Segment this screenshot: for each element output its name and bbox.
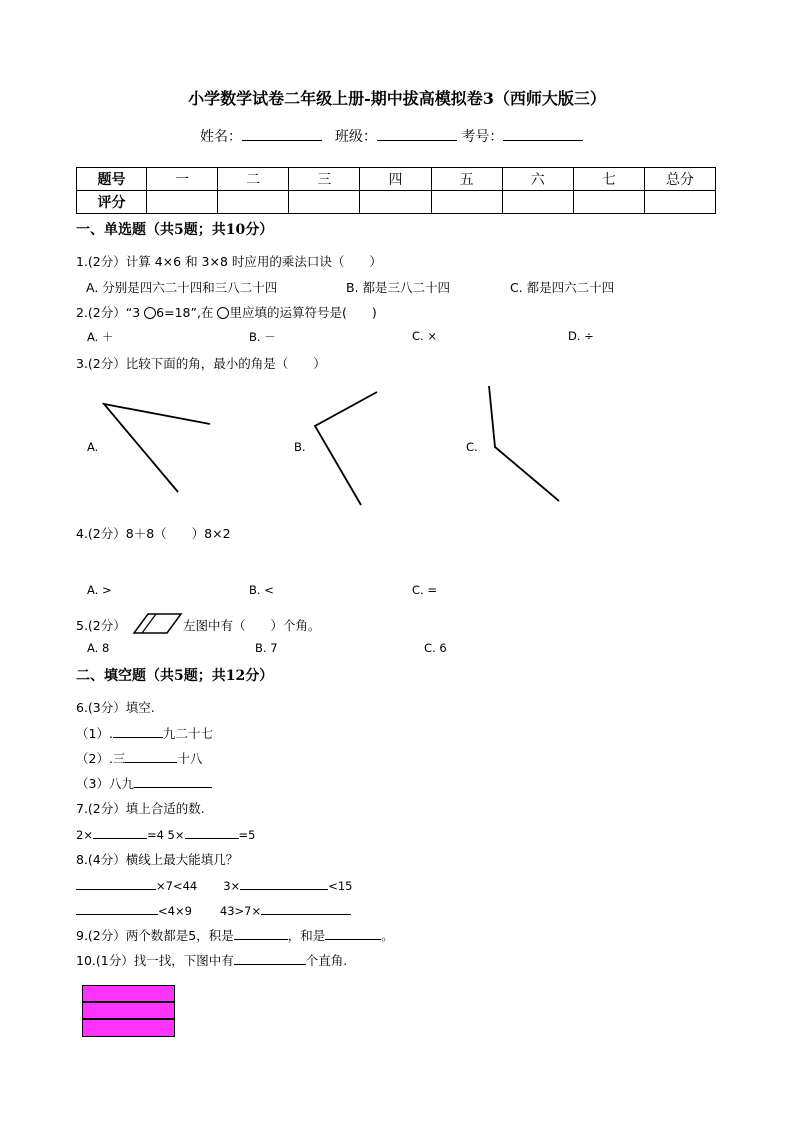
q4-option-a[interactable]: A. > (87, 583, 112, 597)
rectangle-2 (82, 1002, 175, 1019)
score-col-6: 六 (502, 168, 573, 191)
q3-option-b[interactable]: B. (294, 440, 306, 454)
q8-r1-c: <15 (328, 879, 353, 893)
q7-stem: 7.(2分）填上合适的数. (76, 801, 205, 816)
exam-label: 考号： (461, 129, 504, 145)
q7-b: =4 5× (146, 828, 185, 842)
q1-option-b[interactable]: B. 都是三八二十四 (346, 280, 451, 295)
q6-line-3 (76, 774, 212, 792)
q5-option-a[interactable]: A. 8 (87, 641, 110, 655)
q7-c: =5 (238, 828, 256, 842)
q9-b: ，和是 (287, 928, 326, 943)
section1-heading: 一、单选题（共5题；共10分） (76, 222, 274, 238)
rectangle-3 (82, 1019, 175, 1037)
page-title: 小学数学试卷二年级上册-期中拔高模拟卷3（西师大版三） (188, 89, 606, 108)
q10-blank[interactable] (234, 951, 306, 965)
q6-l2-pre: （2）.三 (76, 751, 126, 766)
q6-l3-pre: （3）八九 (76, 776, 134, 791)
q8-row-2 (76, 901, 351, 918)
section2-heading: 二、填空题（共5题；共12分） (76, 668, 274, 684)
score-col-3: 三 (289, 168, 360, 191)
q3-stem: 3.(2分）比较下面的角，最小的角是（ ） (76, 356, 326, 371)
score-col-7: 七 (573, 168, 644, 191)
score-col-4: 四 (360, 168, 431, 191)
q5-option-b[interactable]: B. 7 (255, 641, 278, 655)
q3-option-a[interactable]: A. (87, 440, 99, 454)
q8-r1-a: ×7<44 (156, 879, 198, 893)
q8-r2-b: 43>7× (219, 904, 262, 918)
q2-stem-post: 里应填的运算符号是( ) (229, 305, 377, 320)
score-col-2: 二 (218, 168, 289, 191)
q5-stem-pre: 5.(2分） (76, 618, 126, 633)
angle-a-figure (104, 404, 210, 492)
q1-stem: 1.(2分）计算 4×6 和 3×8 时应用的乘法口诀（ ） (76, 254, 382, 269)
q8-r1-b: 3× (223, 879, 241, 893)
q10-stem (76, 951, 347, 969)
angle-c-figure (489, 386, 559, 501)
q8-row-1 (76, 876, 352, 893)
q5-option-c[interactable]: C. 6 (424, 641, 447, 655)
q1-option-a[interactable]: A. 分别是四六二十四和三八二十四 (86, 280, 278, 295)
q10-b: 个直角. (305, 953, 348, 968)
score-col-5: 五 (431, 168, 502, 191)
q9-a: 9.(2分）两个数都是5，积是 (76, 928, 234, 943)
parallelogram-inner-line (142, 614, 156, 633)
score-row-label: 评分 (77, 191, 147, 214)
q7-blank-1[interactable] (93, 825, 147, 839)
parallelogram-figure (134, 614, 181, 633)
q2-option-b[interactable]: B. － (249, 330, 276, 344)
name-label: 姓名： (200, 129, 242, 145)
score-table-header-label: 题号 (77, 168, 147, 191)
q2-stem-mid: 6=18”,在 (156, 305, 214, 320)
q7-line (76, 825, 255, 842)
q1-option-c[interactable]: C. 都是四六二十四 (510, 280, 615, 295)
q9-c: 。 (381, 928, 394, 943)
q2-option-c[interactable]: C. × (412, 329, 437, 343)
rectangle-1 (82, 985, 175, 1002)
q8-blank-3[interactable] (76, 901, 158, 915)
q7-a: 2× (76, 828, 93, 842)
q4-option-c[interactable]: C. = (412, 583, 437, 597)
q6-l1-pre: （1）. (76, 726, 113, 741)
q7-blank-2[interactable] (185, 825, 239, 839)
q2-option-a[interactable]: A. ＋ (87, 330, 114, 344)
q6-stem: 6.(3分）填空. (76, 700, 155, 715)
q6-line-1 (76, 724, 213, 742)
q10-a: 10.(1分）找一找，下图中有 (76, 953, 234, 968)
q9-blank-2[interactable] (325, 926, 381, 940)
q9-stem (76, 926, 394, 944)
q6-blank-1[interactable] (113, 724, 163, 738)
q10-rectangles-figure (82, 985, 175, 1037)
q6-blank-2[interactable] (125, 749, 177, 763)
q2-stem-pre: 2.(2分）“3 (76, 305, 141, 320)
score-col-total: 总分 (644, 168, 715, 191)
class-label: 班级： (334, 129, 377, 145)
q3-option-c[interactable]: C. (466, 440, 478, 454)
q8-blank-2[interactable] (240, 876, 328, 890)
q6-blank-3[interactable] (134, 774, 212, 788)
q6-l2-post: 十八 (177, 751, 203, 766)
q6-line-2 (76, 749, 202, 767)
score-col-1: 一 (147, 168, 218, 191)
q8-blank-4[interactable] (261, 901, 351, 915)
q6-l1-post: 九二十七 (162, 726, 213, 741)
q2-option-d[interactable]: D. ÷ (568, 329, 594, 343)
q8-stem: 8.(4分）横线上最大能填几？ (76, 852, 239, 867)
q8-blank-1[interactable] (76, 876, 156, 890)
q4-option-b[interactable]: B. < (249, 583, 274, 597)
q5-stem-post: 左图中有（ ）个角。 (183, 618, 321, 633)
angle-b-figure (315, 392, 377, 505)
q9-blank-1[interactable] (234, 926, 288, 940)
q8-r2-a: <4×9 (158, 904, 192, 918)
q4-stem: 4.(2分）8＋8（ ）8×2 (76, 526, 231, 541)
